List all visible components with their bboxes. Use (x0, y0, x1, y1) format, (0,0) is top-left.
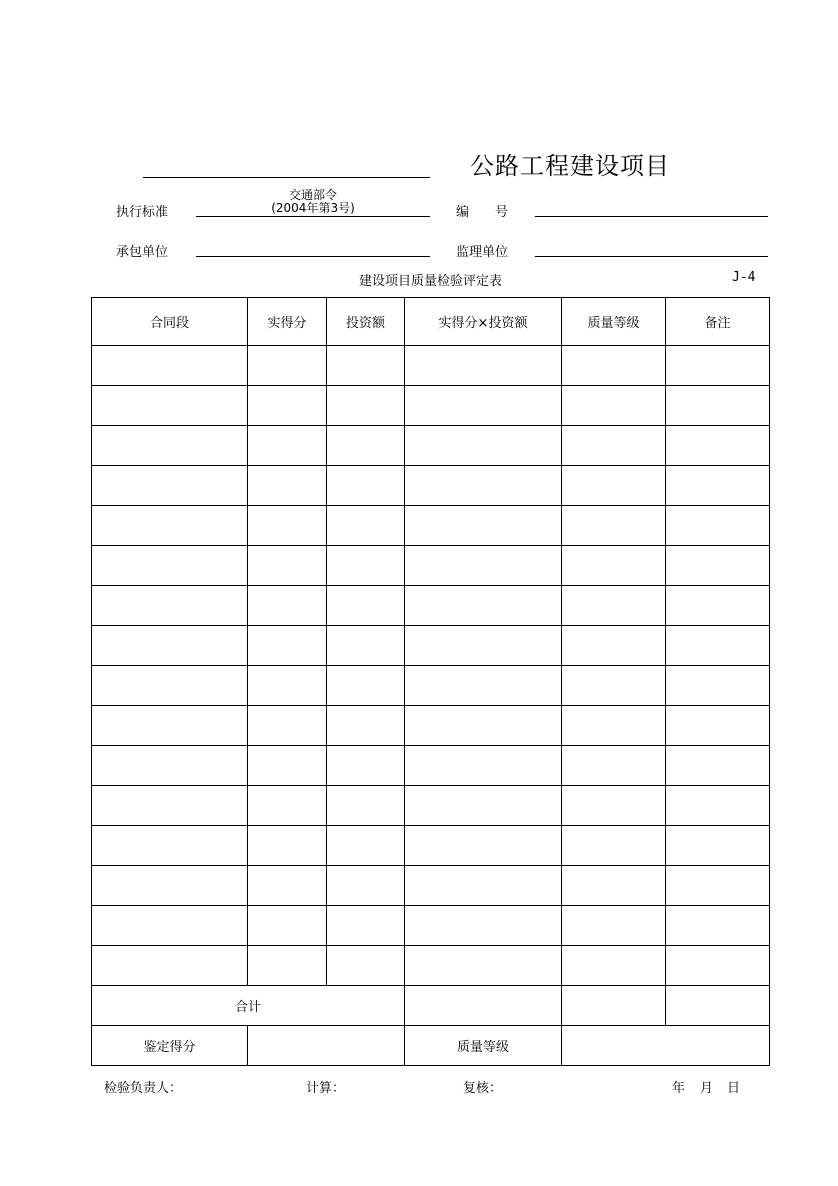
cell-score-times-investment[interactable] (405, 826, 562, 866)
cell-investment[interactable] (327, 906, 405, 946)
cell-score-times-investment[interactable] (405, 946, 562, 986)
cell-score-times-investment[interactable] (405, 906, 562, 946)
table-row (92, 746, 770, 786)
cell-score[interactable] (248, 626, 327, 666)
cell-score[interactable] (248, 906, 327, 946)
cell-quality-grade[interactable] (562, 626, 666, 666)
cell-score-times-investment[interactable] (405, 466, 562, 506)
cell-score[interactable] (248, 346, 327, 386)
cell-remarks[interactable] (666, 866, 770, 906)
cell-remarks[interactable] (666, 706, 770, 746)
table-row (92, 506, 770, 546)
inspector-label: 检验负责人： (104, 1081, 183, 1096)
cell-investment[interactable] (327, 586, 405, 626)
total-label: 合计 (92, 986, 405, 1026)
cell-contract-section[interactable] (92, 386, 248, 426)
cell-score-times-investment[interactable] (405, 626, 562, 666)
date-day: 日 (727, 1081, 741, 1096)
table-row (92, 666, 770, 706)
cell-contract-section[interactable] (92, 626, 248, 666)
review-label: 复核： (463, 1081, 503, 1096)
cell-remarks[interactable] (666, 426, 770, 466)
calc-label: 计算： (306, 1081, 346, 1096)
cell-score[interactable] (248, 826, 327, 866)
table-row (92, 786, 770, 826)
date-year: 年 (672, 1081, 686, 1096)
cell-score[interactable] (248, 866, 327, 906)
cell-quality-grade[interactable] (562, 746, 666, 786)
number-field[interactable] (535, 216, 768, 217)
cell-investment[interactable] (327, 946, 405, 986)
table-row (92, 826, 770, 866)
cell-score[interactable] (248, 546, 327, 586)
supervisor-label: 监理单位 (456, 245, 509, 260)
cell-score-times-investment[interactable] (405, 346, 562, 386)
cell-score-times-investment[interactable] (405, 706, 562, 746)
cell-investment[interactable] (327, 746, 405, 786)
standard-line (196, 216, 430, 217)
cell-quality-grade[interactable] (562, 586, 666, 626)
standard-value (196, 189, 430, 215)
total-score-times-investment[interactable] (405, 986, 562, 1026)
cell-score[interactable] (248, 746, 327, 786)
cell-investment[interactable] (327, 346, 405, 386)
cell-score[interactable] (248, 946, 327, 986)
cell-quality-grade[interactable] (562, 506, 666, 546)
cell-remarks[interactable] (666, 466, 770, 506)
cell-score-times-investment[interactable] (405, 866, 562, 906)
contractor-field[interactable] (196, 256, 430, 257)
table-row (92, 426, 770, 466)
col-header-contract-section: 合同段 (92, 298, 248, 346)
cell-score[interactable] (248, 466, 327, 506)
cell-remarks[interactable] (666, 586, 770, 626)
cell-remarks[interactable] (666, 626, 770, 666)
standard-value-line1: 交通部令 (288, 188, 337, 202)
cell-investment[interactable] (327, 626, 405, 666)
col-header-investment: 投资额 (327, 298, 405, 346)
cell-remarks[interactable] (666, 506, 770, 546)
cell-investment[interactable] (327, 666, 405, 706)
cell-contract-section[interactable] (92, 346, 248, 386)
total-row (92, 986, 770, 1026)
cell-investment[interactable] (327, 786, 405, 826)
cell-remarks[interactable] (666, 666, 770, 706)
cell-remarks[interactable] (666, 906, 770, 946)
cell-score[interactable] (248, 506, 327, 546)
evaluation-table (91, 297, 770, 1066)
cell-score[interactable] (248, 586, 327, 626)
grade-label: 质量等级 (405, 1026, 562, 1066)
cell-contract-section[interactable] (92, 586, 248, 626)
cell-investment[interactable] (327, 426, 405, 466)
cell-quality-grade[interactable] (562, 426, 666, 466)
cell-score-times-investment[interactable] (405, 786, 562, 826)
cell-quality-grade[interactable] (562, 866, 666, 906)
total-remarks[interactable] (666, 986, 770, 1026)
cell-quality-grade[interactable] (562, 346, 666, 386)
table-row (92, 466, 770, 506)
cell-remarks[interactable] (666, 546, 770, 586)
cell-contract-section[interactable] (92, 826, 248, 866)
date-month: 月 (700, 1081, 714, 1096)
cell-contract-section[interactable] (92, 706, 248, 746)
cell-contract-section[interactable] (92, 866, 248, 906)
cell-investment[interactable] (327, 506, 405, 546)
cell-contract-section[interactable] (92, 506, 248, 546)
col-header-score-times-investment: 实得分×投资额 (405, 298, 562, 346)
table-row (92, 626, 770, 666)
cell-quality-grade[interactable] (562, 906, 666, 946)
project-name-line[interactable] (143, 177, 430, 178)
col-header-remarks: 备注 (666, 298, 770, 346)
cell-quality-grade[interactable] (562, 706, 666, 746)
table-header-row (92, 298, 770, 346)
cell-score-times-investment[interactable] (405, 506, 562, 546)
grade-value[interactable] (562, 1026, 770, 1066)
cell-score[interactable] (248, 666, 327, 706)
cell-contract-section[interactable] (92, 786, 248, 826)
form-code: J-4 (732, 270, 756, 285)
score-label: 鉴定得分 (92, 1026, 248, 1066)
cell-quality-grade[interactable] (562, 786, 666, 826)
cell-score[interactable] (248, 786, 327, 826)
cell-score[interactable] (248, 426, 327, 466)
col-header-score: 实得分 (248, 298, 327, 346)
cell-quality-grade[interactable] (562, 546, 666, 586)
cell-quality-grade[interactable] (562, 826, 666, 866)
cell-contract-section[interactable] (92, 546, 248, 586)
standard-label: 执行标准 (116, 205, 169, 220)
cell-score-times-investment[interactable] (405, 586, 562, 626)
cell-contract-section[interactable] (92, 666, 248, 706)
number-label: 编 号 (456, 205, 509, 220)
total-quality-grade[interactable] (562, 986, 666, 1026)
cell-score-times-investment[interactable] (405, 426, 562, 466)
cell-quality-grade[interactable] (562, 666, 666, 706)
form-subtitle: 建设项目质量检验评定表 (359, 274, 503, 289)
table-row (92, 706, 770, 746)
table-row (92, 586, 770, 626)
cell-quality-grade[interactable] (562, 386, 666, 426)
cell-remarks[interactable] (666, 826, 770, 866)
cell-score-times-investment[interactable] (405, 386, 562, 426)
cell-remarks[interactable] (666, 346, 770, 386)
cell-contract-section[interactable] (92, 426, 248, 466)
contractor-label: 承包单位 (116, 245, 169, 260)
supervisor-field[interactable] (535, 256, 768, 257)
cell-investment[interactable] (327, 826, 405, 866)
cell-score-times-investment[interactable] (405, 546, 562, 586)
cell-quality-grade[interactable] (562, 946, 666, 986)
table-row (92, 866, 770, 906)
cell-contract-section[interactable] (92, 466, 248, 506)
cell-investment[interactable] (327, 706, 405, 746)
cell-investment[interactable] (327, 866, 405, 906)
cell-contract-section[interactable] (92, 746, 248, 786)
cell-investment[interactable] (327, 546, 405, 586)
cell-contract-section[interactable] (92, 946, 248, 986)
table-row (92, 946, 770, 986)
table-row (92, 906, 770, 946)
cell-quality-grade[interactable] (562, 466, 666, 506)
cell-score-times-investment[interactable] (405, 746, 562, 786)
score-value[interactable] (248, 1026, 405, 1066)
table-row (92, 386, 770, 426)
cell-investment[interactable] (327, 386, 405, 426)
cell-remarks[interactable] (666, 946, 770, 986)
cell-investment[interactable] (327, 466, 405, 506)
cell-score-times-investment[interactable] (405, 666, 562, 706)
assessment-row (92, 1026, 770, 1066)
table-row (92, 546, 770, 586)
col-header-quality-grade: 质量等级 (562, 298, 666, 346)
cell-score[interactable] (248, 386, 327, 426)
cell-remarks[interactable] (666, 746, 770, 786)
standard-value-line2: (2004年第3号) (271, 201, 355, 215)
cell-score[interactable] (248, 706, 327, 746)
cell-contract-section[interactable] (92, 906, 248, 946)
cell-remarks[interactable] (666, 786, 770, 826)
page-title: 公路工程建设项目 (470, 152, 670, 180)
cell-remarks[interactable] (666, 386, 770, 426)
table-row (92, 346, 770, 386)
